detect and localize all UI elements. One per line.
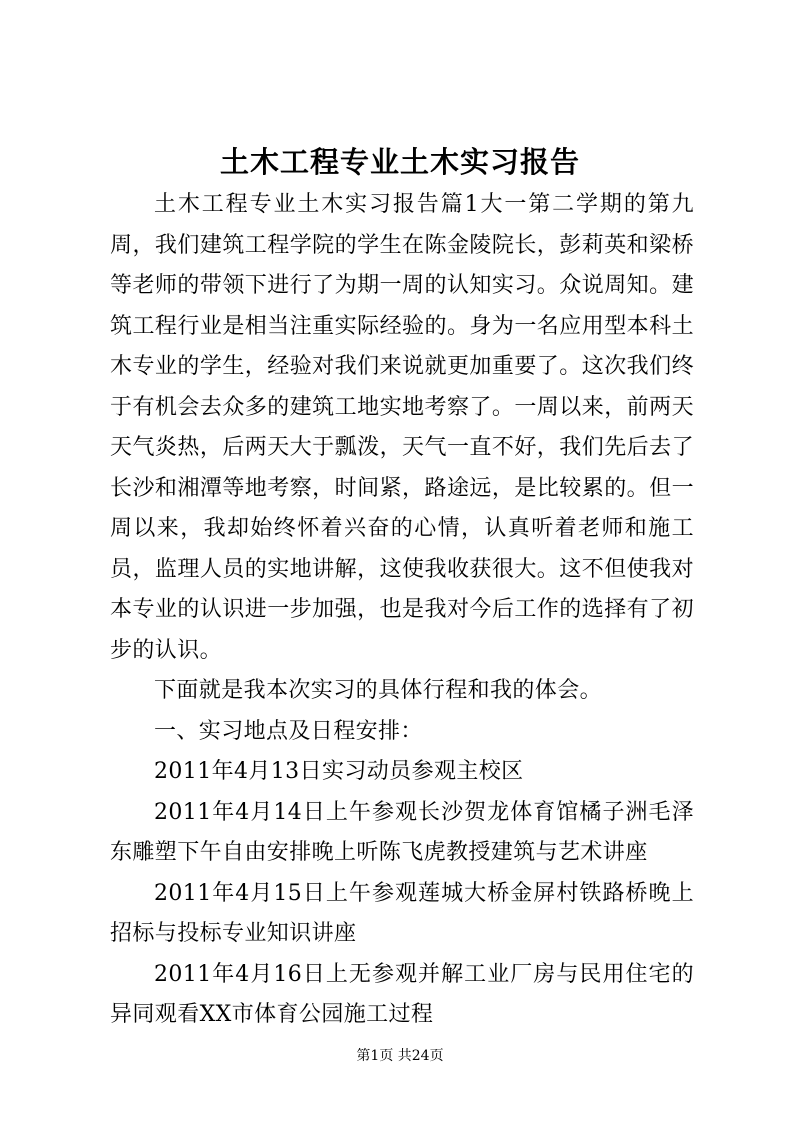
- page-number-label: 第1页 共24页: [356, 1048, 444, 1064]
- schedule-item-apr-14: 2011年4月14日上午参观长沙贺龙体育馆橘子洲毛泽东雕塑下午自由安排晚上听陈飞虎教授建筑与艺术讲座: [110, 799, 694, 865]
- section-heading-schedule: 一、实习地点及日程安排：: [154, 718, 423, 744]
- schedule-item-apr-16: 2011年4月16日上无参观并解工业厂房与民用住宅的异同观看XX市体育公园施工过程: [110, 961, 694, 1027]
- paragraph-intro: 土木工程专业土木实习报告篇1大一第二学期的第九周，我们建筑工程学院的学生在陈金陵院长，彭莉英和梁桥等老师的带领下进行了为期一周的认知实习。众说周知。建筑工程行业是相当注重实际经验的。身为一名应用型本科土木专业的学生，经验对我们来说就更加重要了。这次我们终于有机会去众多的建筑工地实地考察了。一周以来，前两天天气炎热，后两天大于瓢泼，天气一直不好，我们先后去了长沙和湘潭等地考察，时间紧，路途远，是比较累的。但一周以来，我却始终怀着兴奋的心情，认真听着老师和施工员，监理人员的实地讲解，这使我收获很大。这不但使我对本专业的认识进一步加强，也是我对今后工作的选择有了初步的认识。: [110, 192, 694, 663]
- schedule-item-apr-13: 2011年4月13日实习动员参观主校区: [154, 759, 524, 784]
- document-body: [110, 185, 694, 1036]
- document-title: 土木工程专业土木实习报告: [219, 145, 580, 179]
- paragraph-itinerary-intro: 下面就是我本次实习的具体行程和我的体会。: [154, 678, 603, 703]
- schedule-item-apr-15: 2011年4月15日上午参观莲城大桥金屏村铁路桥晚上招标与投标专业知识讲座: [110, 880, 694, 946]
- page-footer: [0, 1046, 800, 1066]
